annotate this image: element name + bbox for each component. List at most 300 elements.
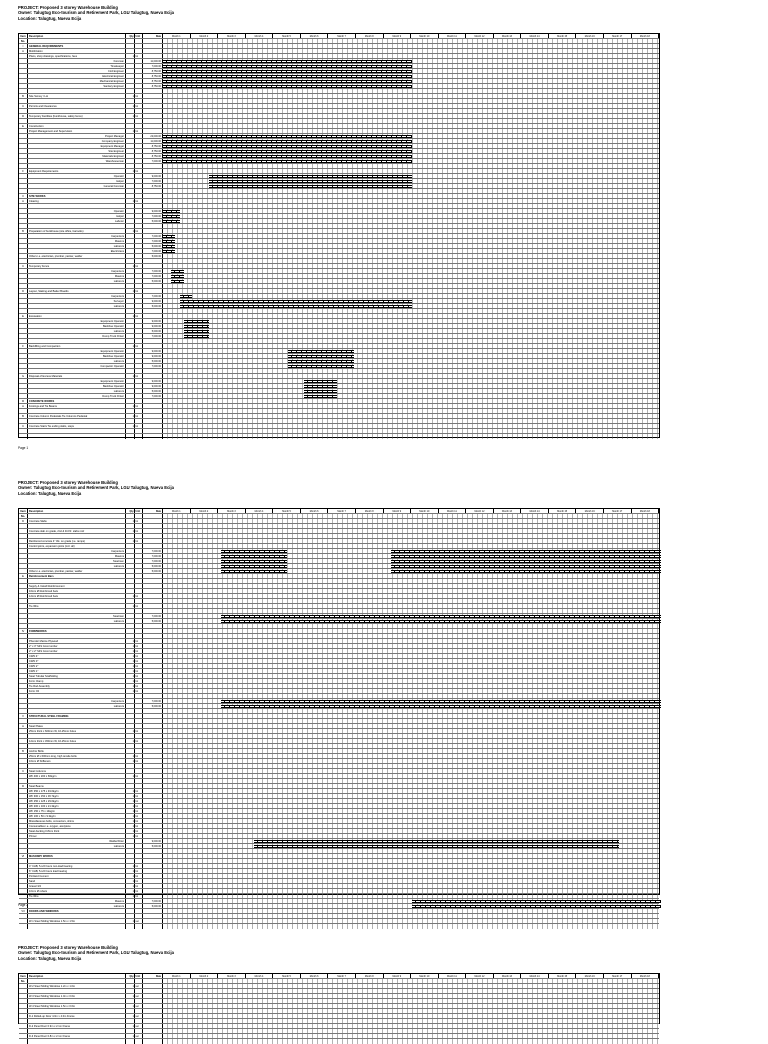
item-description: Laborers xyxy=(28,704,126,708)
item-qty: 1 xyxy=(126,414,135,418)
month-label: Month 7 xyxy=(328,34,356,38)
item-no xyxy=(19,699,28,703)
item-no xyxy=(19,669,28,673)
schedule-bar xyxy=(209,185,412,189)
schedule-grid xyxy=(163,354,659,358)
item-qty: 1 xyxy=(126,644,135,648)
item-qty: 1 xyxy=(126,104,135,108)
item-qty xyxy=(126,124,135,128)
item-no xyxy=(19,349,28,353)
col-unit: Unit xyxy=(135,974,143,978)
item-description: Reinforced concrete 4" thk. on grade (i.e. ramps) xyxy=(28,539,126,543)
item-unit xyxy=(135,84,143,88)
item-description: 4" CHB, 5-1/2 hours non-load bearing xyxy=(28,864,126,868)
item-unit xyxy=(135,524,143,528)
header-spacer xyxy=(135,514,143,518)
item-no xyxy=(19,984,28,988)
item-rate xyxy=(143,129,163,133)
item-description: Site Survey / Lot xyxy=(28,94,126,98)
schedule-grid xyxy=(163,854,659,858)
item-no xyxy=(19,389,28,393)
item-description: CWN 4" xyxy=(28,654,126,658)
item-unit xyxy=(135,734,143,738)
item-qty: 1 xyxy=(126,994,135,998)
item-rate: 7,000.00 xyxy=(143,899,163,903)
item-description xyxy=(28,634,126,638)
item-rate xyxy=(143,679,163,683)
schedule-grid xyxy=(163,54,659,58)
item-no xyxy=(19,1014,28,1018)
item-unit xyxy=(135,74,143,78)
schedule-grid xyxy=(163,914,659,918)
item-no: C xyxy=(19,104,28,108)
item-rate xyxy=(143,94,163,98)
item-rate: 9,000.00 xyxy=(143,379,163,383)
item-description: 2" x 2" S4S Coco lumber xyxy=(28,649,126,653)
item-rate: 9,000.00 xyxy=(143,324,163,328)
col-rate: Rate xyxy=(143,509,163,513)
item-qty xyxy=(126,614,135,618)
item-description: Masons xyxy=(28,554,126,558)
schedule-grid xyxy=(163,619,659,623)
item-no xyxy=(19,299,28,303)
schedule-grid xyxy=(163,729,659,733)
month-label: Month 11 xyxy=(439,34,467,38)
item-unit: lot xyxy=(135,229,143,233)
item-rate: 7,000.00 xyxy=(143,554,163,558)
item-qty xyxy=(126,784,135,788)
item-rate: 7,000.00 xyxy=(143,614,163,618)
item-unit: lot xyxy=(135,639,143,643)
item-description xyxy=(28,709,126,713)
item-qty: 1 xyxy=(126,129,135,133)
item-no xyxy=(19,384,28,388)
item-qty xyxy=(126,624,135,628)
item-description: SITE WORKS xyxy=(28,194,126,198)
item-no: C xyxy=(19,769,28,773)
item-unit xyxy=(135,1029,143,1033)
schedule-grid xyxy=(163,754,659,758)
item-no xyxy=(19,69,28,73)
schedule-grid xyxy=(163,419,659,423)
item-rate xyxy=(143,914,163,918)
schedule-bar xyxy=(184,330,209,334)
item-rate xyxy=(143,264,163,268)
item-rate: 7,000.00 xyxy=(143,214,163,218)
item-description: Backfilling and Compaction xyxy=(28,344,126,348)
item-qty xyxy=(126,714,135,718)
item-qty: 1 xyxy=(126,1014,135,1018)
item-description: Masons xyxy=(28,274,126,278)
item-rate: 8,750.00 xyxy=(143,69,163,73)
schedule-grid xyxy=(163,1004,659,1008)
item-rate xyxy=(143,924,163,929)
item-rate xyxy=(143,594,163,598)
item-description xyxy=(28,534,126,538)
month-label: Month 16 xyxy=(576,509,604,513)
item-unit: lot xyxy=(135,889,143,893)
schedule-grid xyxy=(163,589,659,593)
item-rate xyxy=(143,789,163,793)
item-rate xyxy=(143,724,163,728)
item-no xyxy=(19,569,28,573)
schedule-grid xyxy=(163,59,659,63)
item-qty xyxy=(126,74,135,78)
month-label: Month 7 xyxy=(328,509,356,513)
item-no xyxy=(19,824,28,828)
schedule-bar xyxy=(304,395,337,399)
item-unit: lot xyxy=(135,809,143,813)
schedule-grid xyxy=(163,739,659,743)
schedule-grid xyxy=(163,394,659,398)
item-qty xyxy=(126,279,135,283)
item-no xyxy=(19,214,28,218)
item-qty: 1 xyxy=(126,404,135,408)
item-no xyxy=(19,689,28,693)
item-qty: 1 xyxy=(126,829,135,833)
col-desc: Description xyxy=(28,509,126,513)
item-no xyxy=(19,129,28,133)
schedule-grid xyxy=(163,909,659,913)
table-row xyxy=(19,924,659,929)
item-no xyxy=(19,554,28,558)
item-unit: lot xyxy=(135,794,143,798)
item-rate: 7,000.00 xyxy=(143,334,163,338)
item-description: Anchor Bolts xyxy=(28,749,126,753)
item-unit xyxy=(135,559,143,563)
item-qty xyxy=(126,249,135,253)
item-no xyxy=(19,659,28,663)
item-rate xyxy=(143,779,163,783)
schedule-grid xyxy=(163,899,659,903)
item-description: Warehouseman xyxy=(28,159,126,163)
item-qty xyxy=(126,269,135,273)
item-unit xyxy=(135,99,143,103)
schedule-grid xyxy=(163,254,659,258)
item-qty xyxy=(126,334,135,338)
item-no xyxy=(19,139,28,143)
item-qty xyxy=(126,914,135,918)
item-qty xyxy=(126,244,135,248)
schedule-grid xyxy=(163,549,659,553)
item-no xyxy=(19,624,28,628)
schedule-grid xyxy=(163,724,659,728)
item-rate: 7,000.00 xyxy=(143,294,163,298)
month-label: Month 18 xyxy=(632,974,660,978)
item-no xyxy=(19,394,28,398)
item-no xyxy=(19,709,28,713)
schedule-grid xyxy=(163,704,659,708)
item-qty: 1 xyxy=(126,539,135,543)
item-qty: 1 xyxy=(126,814,135,818)
item-qty: 1 xyxy=(126,894,135,898)
item-no xyxy=(19,544,28,548)
schedule-bar xyxy=(221,565,287,569)
item-rate xyxy=(143,834,163,838)
empty-cell xyxy=(143,434,163,439)
schedule-grid xyxy=(163,999,659,1003)
item-description: Laborers xyxy=(28,389,126,393)
item-unit: set xyxy=(135,1004,143,1008)
item-unit xyxy=(135,204,143,208)
schedule-grid xyxy=(163,709,659,713)
item-rate xyxy=(143,1014,163,1018)
item-no xyxy=(19,654,28,658)
month-label: Month 16 xyxy=(576,974,604,978)
header-spacer xyxy=(19,979,28,983)
schedule-grid xyxy=(163,279,659,283)
month-label: Month 1 xyxy=(163,34,191,38)
schedule-grid xyxy=(163,814,659,818)
schedule-bar xyxy=(163,250,175,254)
item-description xyxy=(28,694,126,698)
item-description xyxy=(28,719,126,723)
schedule-bar xyxy=(171,280,183,284)
month-label: Month 14 xyxy=(521,974,549,978)
schedule-bar xyxy=(163,150,412,154)
schedule-grid xyxy=(163,789,659,793)
item-unit xyxy=(135,614,143,618)
item-qty xyxy=(126,559,135,563)
item-qty: 1 xyxy=(126,1034,135,1038)
item-description xyxy=(28,744,126,748)
item-unit xyxy=(135,154,143,158)
item-rate: 5,000.00 xyxy=(143,219,163,223)
schedule-bar xyxy=(163,75,412,79)
schedule-grid xyxy=(163,609,659,613)
item-unit: lot xyxy=(135,894,143,898)
item-unit xyxy=(135,844,143,848)
item-qty: 1 xyxy=(126,604,135,608)
item-description: Others i.e. electrician, plumber, painter, welder xyxy=(28,569,126,573)
item-rate: 7,000.00 xyxy=(143,159,163,163)
schedule-grid xyxy=(163,384,659,388)
schedule-grid xyxy=(163,424,659,428)
item-qty: 1 xyxy=(126,424,135,428)
item-description: Laborers xyxy=(28,564,126,568)
item-qty: 1 xyxy=(126,919,135,923)
schedule-bar xyxy=(221,705,661,709)
item-no xyxy=(19,884,28,888)
item-rate xyxy=(143,994,163,998)
item-description: 2" x 3" S4S Coco lumber xyxy=(28,644,126,648)
schedule-grid xyxy=(163,99,659,103)
item-unit xyxy=(135,234,143,238)
item-no xyxy=(19,549,28,553)
item-no xyxy=(19,249,28,253)
item-rate xyxy=(143,659,163,663)
item-qty xyxy=(126,589,135,593)
item-rate: 5,000.00 xyxy=(143,619,163,623)
item-description: 6" CHB, 5-1/2 hours load bearing xyxy=(28,869,126,873)
item-qty xyxy=(126,549,135,553)
schedule-grid xyxy=(163,799,659,803)
item-no xyxy=(19,539,28,543)
item-qty xyxy=(126,299,135,303)
item-description xyxy=(28,1029,126,1033)
schedule-grid xyxy=(163,984,659,988)
item-description: WF 100 x 50 x 9.3kg/m xyxy=(28,814,126,818)
item-description: Dump Truck Driver xyxy=(28,334,126,338)
item-rate xyxy=(143,124,163,128)
item-qty xyxy=(126,524,135,528)
item-unit xyxy=(135,989,143,993)
item-rate: 9,000.00 xyxy=(143,839,163,843)
month-label: Month 12 xyxy=(466,509,494,513)
item-unit: lot xyxy=(135,404,143,408)
item-no: F xyxy=(19,344,28,348)
item-qty: 1 xyxy=(126,374,135,378)
item-description xyxy=(28,109,126,113)
item-unit: lot xyxy=(135,199,143,203)
schedule-grid xyxy=(163,149,659,153)
item-qty: 1 xyxy=(126,889,135,893)
item-qty xyxy=(126,579,135,583)
item-description: Tie Wire xyxy=(28,894,126,898)
item-description: Concrete Slabs xyxy=(28,519,126,523)
schedule-bar xyxy=(163,210,180,214)
item-description: Portland Cement xyxy=(28,874,126,878)
item-unit xyxy=(135,64,143,68)
schedule-grid xyxy=(163,184,659,188)
item-qty xyxy=(126,119,135,123)
item-qty xyxy=(126,309,135,313)
item-no xyxy=(19,734,28,738)
schedule-bar xyxy=(288,355,354,359)
schedule-grid xyxy=(163,69,659,73)
schedule-grid xyxy=(163,989,659,993)
schedule-grid xyxy=(163,269,659,273)
item-qty: 1 xyxy=(126,774,135,778)
item-qty: 1 xyxy=(126,199,135,203)
schedule-grid xyxy=(163,769,659,773)
month-label: Month 4 xyxy=(246,974,274,978)
item-no: E xyxy=(19,124,28,128)
schedule-grid xyxy=(163,834,659,838)
item-rate xyxy=(143,109,163,113)
item-no xyxy=(19,1009,28,1013)
item-rate xyxy=(143,289,163,293)
item-no xyxy=(19,224,28,228)
item-rate xyxy=(143,744,163,748)
item-no xyxy=(19,999,28,1003)
schedule-grid xyxy=(163,624,659,628)
header-spacer xyxy=(126,39,135,43)
item-no xyxy=(19,209,28,213)
item-description: 10mm Ø rebars xyxy=(28,889,126,893)
item-qty: 1 xyxy=(126,664,135,668)
item-description: Dump Truck Driver xyxy=(28,394,126,398)
item-unit xyxy=(135,634,143,638)
month-label: Month 2 xyxy=(191,34,219,38)
item-unit: lot xyxy=(135,594,143,598)
item-description: Carpenters xyxy=(28,234,126,238)
schedule-bar xyxy=(288,365,354,369)
schedule-grid xyxy=(163,539,659,543)
item-qty xyxy=(126,704,135,708)
item-unit xyxy=(135,144,143,148)
item-description: STRUCTURAL STEEL FRAMING xyxy=(28,714,126,718)
item-unit xyxy=(135,209,143,213)
item-description: 12mm thick x 450mm W, 16-25mm holes xyxy=(28,739,126,743)
month-label: Month 17 xyxy=(604,974,632,978)
item-qty xyxy=(126,989,135,993)
item-unit xyxy=(135,194,143,198)
month-label: Month 9 xyxy=(384,974,412,978)
item-unit xyxy=(135,1019,143,1023)
item-no xyxy=(19,869,28,873)
schedule-bar xyxy=(221,615,661,619)
item-unit xyxy=(135,269,143,273)
item-rate: 9,000.00 xyxy=(143,209,163,213)
item-qty xyxy=(126,179,135,183)
item-no xyxy=(19,674,28,678)
item-description: Equipment Operator xyxy=(28,349,126,353)
item-unit xyxy=(135,369,143,373)
schedule-bar xyxy=(304,390,337,394)
item-rate xyxy=(143,749,163,753)
item-no xyxy=(19,174,28,178)
item-unit xyxy=(135,744,143,748)
item-unit xyxy=(135,299,143,303)
item-unit xyxy=(135,319,143,323)
item-no: E xyxy=(19,574,28,578)
item-no xyxy=(19,1029,28,1033)
item-unit: lot xyxy=(135,884,143,888)
item-description: Operator xyxy=(28,174,126,178)
item-description: Laborers xyxy=(28,619,126,623)
item-no: E xyxy=(19,314,28,318)
item-unit: lot xyxy=(135,814,143,818)
item-unit: lot xyxy=(135,674,143,678)
schedule-grid xyxy=(163,119,659,123)
item-description xyxy=(28,99,126,103)
item-qty: 1 xyxy=(126,834,135,838)
schedule-grid xyxy=(163,864,659,868)
item-description: CWN 1" xyxy=(28,669,126,673)
header-spacer xyxy=(19,514,28,518)
schedule-bar xyxy=(254,845,619,849)
item-qty: 1 xyxy=(126,869,135,873)
item-description xyxy=(28,284,126,288)
schedule-bar xyxy=(221,550,287,554)
item-unit: lot xyxy=(135,689,143,693)
item-rate xyxy=(143,814,163,818)
item-description: 25mm Ø x 600mm long, high tensile bolts xyxy=(28,754,126,758)
item-qty: 1 xyxy=(126,264,135,268)
item-description: Control joints, expansion joints (incl. all) xyxy=(28,544,126,548)
schedule-grid xyxy=(163,654,659,658)
item-rate: 8,750.00 xyxy=(143,84,163,88)
schedule-grid xyxy=(163,694,659,698)
schedule-grid xyxy=(163,109,659,113)
schedule-grid xyxy=(163,194,659,198)
item-qty xyxy=(126,139,135,143)
item-rate: 9,000.00 xyxy=(143,299,163,303)
item-qty: 1 xyxy=(126,754,135,758)
item-unit: lot xyxy=(135,374,143,378)
schedule-grid xyxy=(163,1014,659,1018)
schedule-grid xyxy=(163,209,659,213)
item-description: MASONRY WORKS xyxy=(28,854,126,858)
schedule-grid xyxy=(163,319,659,323)
item-description: WF 200 x 100 x 21.3kg/m xyxy=(28,804,126,808)
schedule-grid xyxy=(163,339,659,343)
item-qty xyxy=(126,64,135,68)
item-unit xyxy=(135,709,143,713)
item-description: Excavation xyxy=(28,314,126,318)
item-no: A xyxy=(19,199,28,203)
